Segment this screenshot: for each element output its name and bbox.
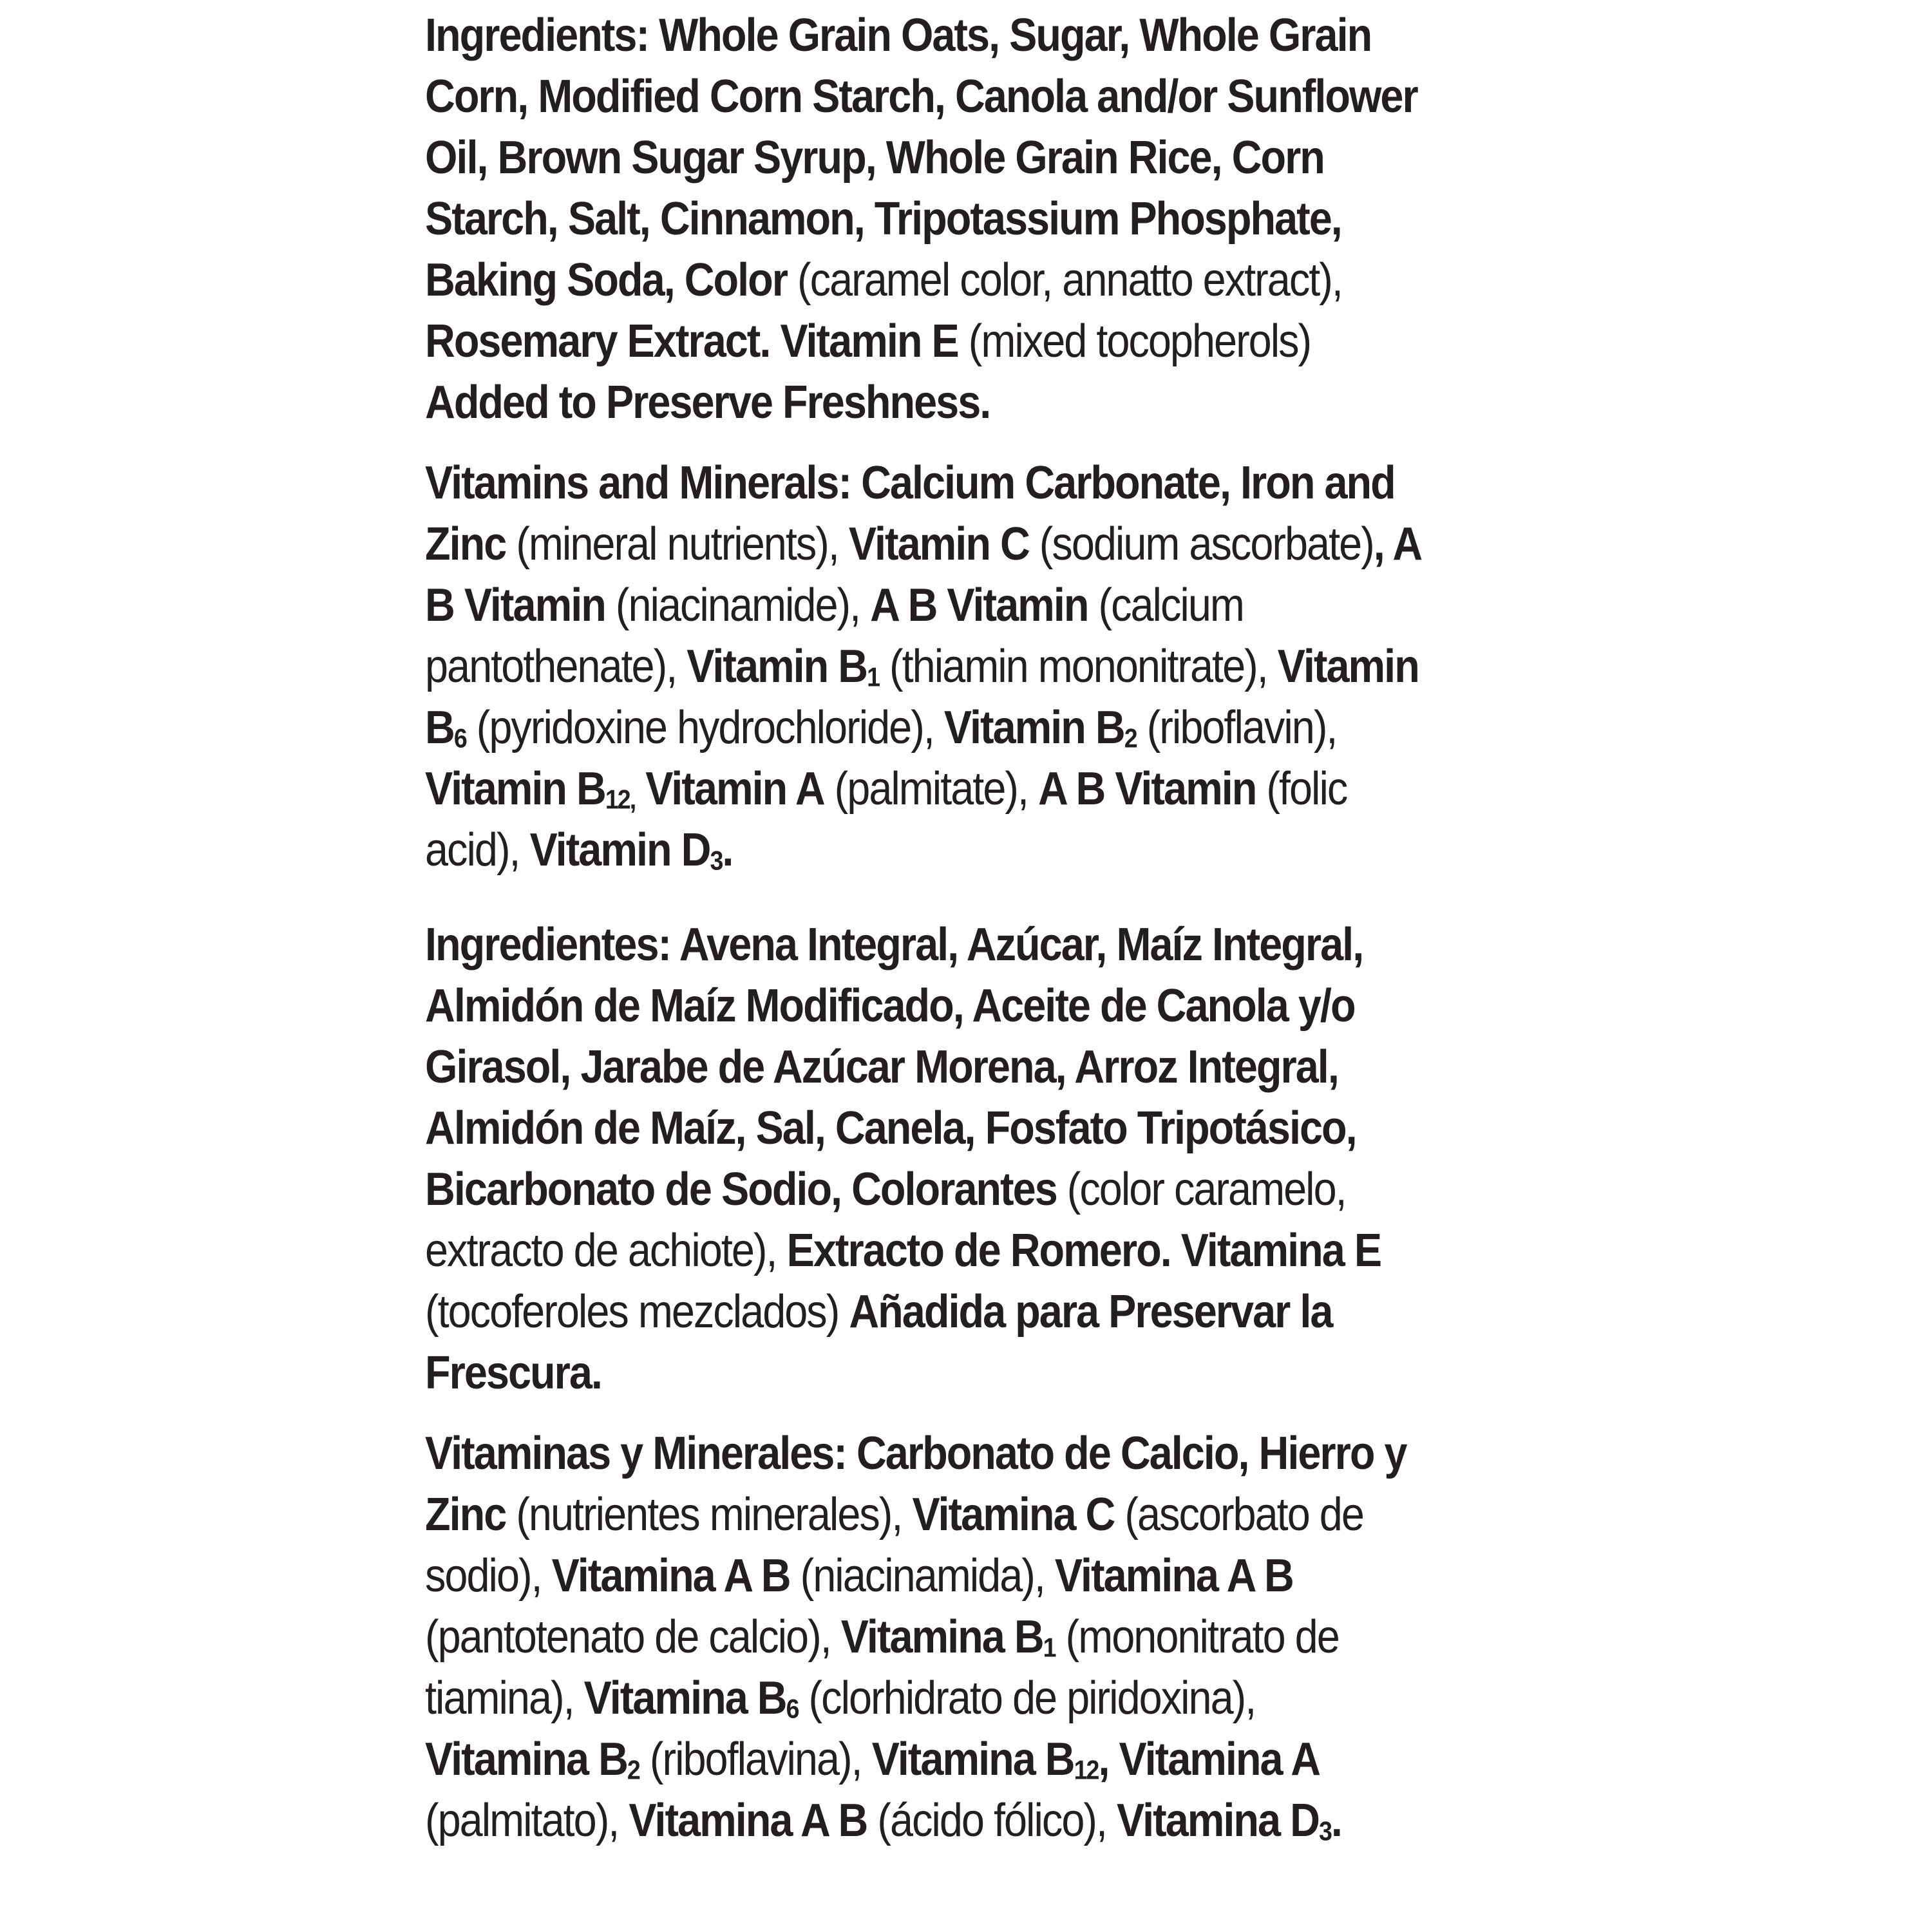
bold-text: Added to Preserve Freshness. xyxy=(425,377,990,428)
subscript-text: 6 xyxy=(786,1693,799,1724)
regular-text: (riboflavin), xyxy=(1136,702,1337,753)
bold-text: , Vitamina A xyxy=(1098,1734,1320,1785)
regular-text: (calcium pantothenate), xyxy=(425,580,1244,692)
bold-text: Vitamin A xyxy=(635,763,824,815)
bold-text: Vitamin B xyxy=(687,641,867,692)
english-vitamins-minerals-paragraph xyxy=(425,453,1422,881)
english-ingredients-paragraph xyxy=(425,5,1422,433)
regular-text: (mixed tocopherols) xyxy=(958,316,1311,367)
subscript-text: 12, xyxy=(605,784,636,815)
regular-text: (niacinamida), xyxy=(790,1550,1055,1602)
subscript-text: 6 xyxy=(453,723,466,753)
regular-text: (ascorbato de sodio), xyxy=(425,1489,1363,1602)
bold-text: Vitamina B xyxy=(871,1734,1074,1785)
bold-text: Vitamin B xyxy=(425,641,1419,753)
regular-text: (mineral nutrients), xyxy=(506,518,849,570)
spanish-vitamins-minerals-paragraph xyxy=(425,1423,1422,1852)
subscript-text: 2 xyxy=(627,1754,639,1785)
regular-text: (ácido fólico), xyxy=(867,1795,1117,1846)
subscript-text: 3 xyxy=(1318,1815,1331,1846)
regular-text: (tocoferoles mezclados) xyxy=(425,1286,849,1338)
regular-text: (pyridoxine hydrochloride), xyxy=(466,702,944,753)
bold-text: Vitamina B xyxy=(583,1672,786,1724)
regular-text: (riboflavina), xyxy=(639,1734,872,1785)
regular-text: (sodium ascorbate) xyxy=(1028,518,1374,570)
bold-text: Vitamina A B xyxy=(629,1795,867,1846)
bold-text: Rosemary Extract. Vitamin E xyxy=(425,316,958,367)
subscript-text: 3 xyxy=(710,845,723,876)
bold-text: Vitamina C xyxy=(912,1489,1115,1540)
bold-text: Vitamin C xyxy=(848,518,1029,570)
bold-text: Vitamina D xyxy=(1117,1795,1319,1846)
bold-text: , A B Vitamin xyxy=(425,518,1420,631)
bold-text: Vitamin B xyxy=(425,763,605,815)
bold-text: Vitamina B xyxy=(425,1734,627,1785)
regular-text: (color caramelo, extracto de achiote), xyxy=(425,1164,1346,1276)
bold-text: Vitamina A B xyxy=(1054,1550,1293,1602)
regular-text: (nutrientes minerales), xyxy=(506,1489,913,1540)
bold-text: Ingredients: Whole Grain Oats, Sugar, Whole Grain Corn, Modified Corn Starch, Canola and/or Sunflower Oil, Brown Sugar Syrup, Whole Grain Rice, Corn Starch, Salt, Cinnamon, Tripotassium Phosphate, Baking Soda, Color xyxy=(425,10,1417,306)
bold-text: Vitamin B xyxy=(943,702,1124,753)
regular-text: (mononitrato de tiamina), xyxy=(425,1611,1339,1724)
subscript-text: 1 xyxy=(867,661,880,692)
regular-text: (palmitato), xyxy=(425,1795,629,1846)
bold-text: Vitamins and Minerals: Calcium Carbonate, Iron and Zinc xyxy=(425,457,1395,570)
bold-text: . xyxy=(1331,1795,1341,1846)
bold-text: Vitamin D xyxy=(529,824,710,876)
subscript-text: 1 xyxy=(1043,1632,1056,1663)
bold-text: Vitaminas y Minerales: Carbonato de Calcio, Hierro y Zinc xyxy=(425,1428,1406,1540)
bold-text: Ingredientes: Avena Integral, Azúcar, Maíz Integral, Almidón de Maíz Modificado, Aceite de Canola y/o Girasol, Jarabe de Azúcar Morena, Arroz Integral, Almidón de Maíz, Sal, Canela, Fosfato Tripotásico, Bicarbonato de Sodio, Colorantes xyxy=(425,919,1363,1215)
bold-text: Extracto de Romero. Vitamina E xyxy=(786,1225,1381,1276)
bold-text: A B Vitamin xyxy=(1038,763,1256,815)
regular-text: (caramel color, annatto extract), xyxy=(787,254,1342,306)
subscript-text: 2 xyxy=(1124,723,1137,753)
regular-text: (clorhidrato de piridoxina), xyxy=(798,1672,1256,1724)
bold-text: Añadida para Preservar la Frescura. xyxy=(425,1286,1332,1399)
regular-text: (niacinamide), xyxy=(605,580,871,631)
bold-text: Vitamina B xyxy=(840,1611,1043,1663)
ingredients-label xyxy=(425,5,1422,1852)
spanish-ingredients-paragraph xyxy=(425,914,1422,1404)
regular-text: (thiamin mononitrate), xyxy=(879,641,1278,692)
regular-text: (folic acid), xyxy=(425,763,1347,876)
bold-text: Vitamina A B xyxy=(551,1550,790,1602)
regular-text: (palmitate), xyxy=(824,763,1039,815)
regular-text: (pantotenato de calcio), xyxy=(425,1611,841,1663)
bold-text: . xyxy=(722,824,733,876)
bold-text: A B Vitamin xyxy=(870,580,1088,631)
subscript-text: 12 xyxy=(1074,1754,1099,1785)
